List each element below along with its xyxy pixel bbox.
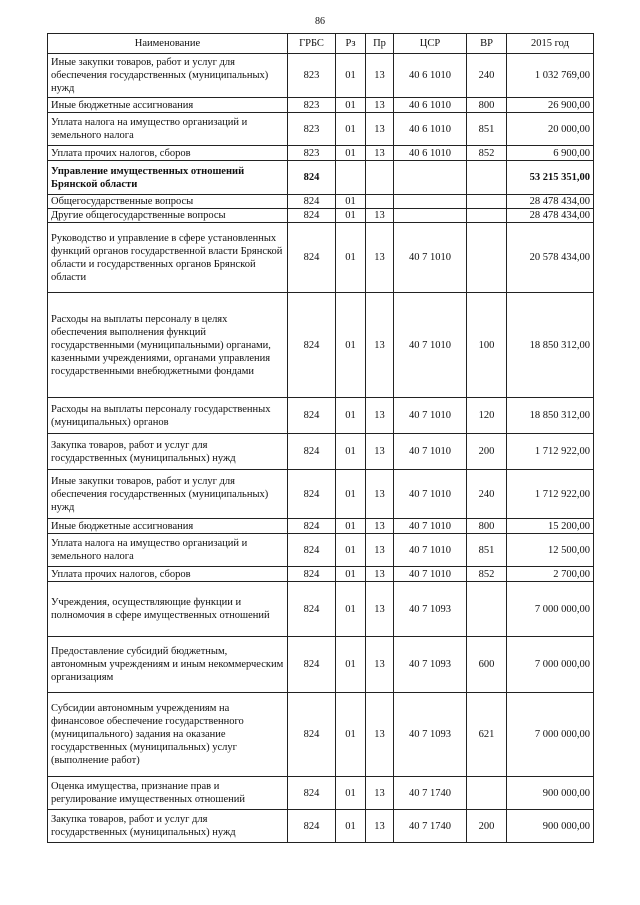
cell-vr [467,582,507,637]
cell-name: Управление имущественных отношений Брянской области [48,161,288,195]
cell-pr: 13 [366,98,394,113]
cell-name: Иные бюджетные ассигнования [48,98,288,113]
cell-grbs: 824 [288,470,336,519]
cell-amount: 18 850 312,00 [507,398,594,434]
cell-grbs: 824 [288,693,336,777]
cell-pr: 13 [366,567,394,582]
cell-rz: 01 [336,582,366,637]
cell-pr: 13 [366,582,394,637]
cell-name: Закупка товаров, работ и услуг для государственных (муниципальных) нужд [48,434,288,470]
table-row [48,209,594,223]
cell-grbs: 823 [288,98,336,113]
cell-name: Уплата налога на имущество организаций и земельного налога [48,113,288,146]
cell-csr: 40 7 1010 [394,293,467,398]
cell-vr [467,209,507,223]
table-row [48,195,594,209]
cell-vr [467,195,507,209]
cell-grbs: 824 [288,534,336,567]
cell-grbs: 824 [288,434,336,470]
cell-vr: 100 [467,293,507,398]
cell-amount: 28 478 434,00 [507,195,594,209]
table-row [48,567,594,582]
table-header-row [48,34,594,54]
cell-grbs: 824 [288,582,336,637]
cell-grbs: 824 [288,567,336,582]
cell-grbs: 824 [288,810,336,843]
cell-grbs: 824 [288,223,336,293]
table-row [48,398,594,434]
header-rz: Рз [336,34,366,54]
cell-pr: 13 [366,293,394,398]
cell-grbs: 824 [288,519,336,534]
cell-rz: 01 [336,54,366,98]
cell-vr: 800 [467,519,507,534]
cell-vr: 621 [467,693,507,777]
cell-name: Иные закупки товаров, работ и услуг для обеспечения государственных (муниципальных) нужд [48,470,288,519]
header-pr: Пр [366,34,394,54]
cell-pr: 13 [366,519,394,534]
cell-csr: 40 7 1010 [394,470,467,519]
cell-name: Уплата налога на имущество организаций и земельного налога [48,534,288,567]
cell-vr: 200 [467,810,507,843]
table-row [48,146,594,161]
cell-csr: 40 7 1740 [394,810,467,843]
cell-pr: 13 [366,534,394,567]
cell-csr: 40 7 1010 [394,534,467,567]
cell-csr: 40 7 1010 [394,519,467,534]
cell-amount: 1 032 769,00 [507,54,594,98]
table-row [48,54,594,98]
cell-vr [467,777,507,810]
table-row [48,693,594,777]
cell-amount: 6 900,00 [507,146,594,161]
cell-rz: 01 [336,98,366,113]
cell-pr: 13 [366,693,394,777]
table-row [48,470,594,519]
cell-csr: 40 7 1093 [394,693,467,777]
table-row [48,534,594,567]
cell-vr: 851 [467,534,507,567]
cell-pr [366,161,394,195]
cell-rz: 01 [336,434,366,470]
cell-amount: 18 850 312,00 [507,293,594,398]
cell-csr: 40 7 1010 [394,567,467,582]
header-csr: ЦСР [394,34,467,54]
cell-rz: 01 [336,637,366,693]
cell-amount: 7 000 000,00 [507,582,594,637]
cell-rz: 01 [336,534,366,567]
cell-name: Другие общегосударственные вопросы [48,209,288,223]
header-amount: 2015 год [507,34,594,54]
cell-rz: 01 [336,519,366,534]
cell-vr: 852 [467,567,507,582]
cell-amount: 1 712 922,00 [507,434,594,470]
cell-name: Общегосударственные вопросы [48,195,288,209]
cell-pr: 13 [366,637,394,693]
table-row [48,519,594,534]
cell-vr: 120 [467,398,507,434]
cell-name: Уплата прочих налогов, сборов [48,567,288,582]
cell-grbs: 824 [288,195,336,209]
table-row [48,223,594,293]
cell-csr: 40 7 1740 [394,777,467,810]
cell-pr: 13 [366,146,394,161]
cell-rz: 01 [336,113,366,146]
cell-csr: 40 6 1010 [394,54,467,98]
page-number: 86 [315,16,325,27]
cell-vr: 851 [467,113,507,146]
cell-vr [467,223,507,293]
cell-rz: 01 [336,209,366,223]
cell-grbs: 823 [288,113,336,146]
table-row [48,777,594,810]
cell-csr: 40 7 1010 [394,398,467,434]
cell-amount: 1 712 922,00 [507,470,594,519]
header-name: Наименование [48,34,288,54]
cell-csr: 40 7 1093 [394,637,467,693]
cell-pr [366,195,394,209]
cell-csr: 40 6 1010 [394,146,467,161]
cell-amount: 12 500,00 [507,534,594,567]
cell-grbs: 824 [288,293,336,398]
cell-vr [467,161,507,195]
cell-rz: 01 [336,223,366,293]
cell-amount: 7 000 000,00 [507,637,594,693]
cell-pr: 13 [366,810,394,843]
table-row [48,113,594,146]
cell-amount: 15 200,00 [507,519,594,534]
cell-amount: 900 000,00 [507,810,594,843]
cell-amount: 2 700,00 [507,567,594,582]
cell-csr: 40 7 1010 [394,434,467,470]
cell-amount: 20 000,00 [507,113,594,146]
cell-name: Оценка имущества, признание прав и регулирование имущественных отношений [48,777,288,810]
cell-grbs: 824 [288,637,336,693]
cell-name: Иные закупки товаров, работ и услуг для обеспечения государственных (муниципальных) нужд [48,54,288,98]
cell-name: Расходы на выплаты персоналу государственных (муниципальных) органов [48,398,288,434]
cell-pr: 13 [366,434,394,470]
cell-name: Руководство и управление в сфере установленных функций органов государственной власти Брянской области и государственных органов Брянской области [48,223,288,293]
cell-vr: 800 [467,98,507,113]
cell-csr [394,195,467,209]
cell-rz [336,161,366,195]
cell-name: Иные бюджетные ассигнования [48,519,288,534]
cell-pr: 13 [366,54,394,98]
budget-table [47,33,594,843]
cell-csr: 40 7 1093 [394,582,467,637]
cell-pr: 13 [366,470,394,519]
cell-amount: 20 578 434,00 [507,223,594,293]
cell-grbs: 824 [288,398,336,434]
cell-grbs: 824 [288,209,336,223]
cell-csr: 40 6 1010 [394,113,467,146]
cell-grbs: 823 [288,54,336,98]
cell-name: Учреждения, осуществляющие функции и полномочия в сфере имущественных отношений [48,582,288,637]
cell-vr: 200 [467,434,507,470]
cell-vr: 600 [467,637,507,693]
table-row [48,434,594,470]
cell-csr: 40 7 1010 [394,223,467,293]
table-row [48,293,594,398]
table-row [48,582,594,637]
cell-grbs: 824 [288,161,336,195]
table-row [48,810,594,843]
cell-grbs: 823 [288,146,336,161]
cell-vr: 240 [467,54,507,98]
cell-vr: 240 [467,470,507,519]
header-vr: ВР [467,34,507,54]
cell-name: Закупка товаров, работ и услуг для государственных (муниципальных) нужд [48,810,288,843]
cell-rz: 01 [336,777,366,810]
cell-amount: 7 000 000,00 [507,693,594,777]
cell-csr [394,209,467,223]
cell-name: Уплата прочих налогов, сборов [48,146,288,161]
cell-pr: 13 [366,777,394,810]
cell-rz: 01 [336,146,366,161]
cell-rz: 01 [336,567,366,582]
cell-amount: 900 000,00 [507,777,594,810]
cell-name: Субсидии автономным учреждениям на финансовое обеспечение государственного (муниципального) задания на оказание государственных (муниципальных) услуг (выполнение работ) [48,693,288,777]
cell-vr: 852 [467,146,507,161]
cell-csr: 40 6 1010 [394,98,467,113]
cell-amount: 53 215 351,00 [507,161,594,195]
cell-pr: 13 [366,223,394,293]
header-grbs: ГРБС [288,34,336,54]
table-row-section [48,161,594,195]
cell-csr [394,161,467,195]
cell-rz: 01 [336,470,366,519]
cell-pr: 13 [366,209,394,223]
cell-name: Расходы на выплаты персоналу в целях обеспечения выполнения функций государственными (муниципальными) органами, казенными учреждениями, органами управления государственными внебюджетными фондами [48,293,288,398]
cell-pr: 13 [366,113,394,146]
cell-rz: 01 [336,195,366,209]
cell-rz: 01 [336,398,366,434]
table-row [48,98,594,113]
cell-rz: 01 [336,693,366,777]
cell-amount: 26 900,00 [507,98,594,113]
cell-name: Предоставление субсидий бюджетным, автономным учреждениям и иным некоммерческим организациям [48,637,288,693]
table-row [48,637,594,693]
cell-amount: 28 478 434,00 [507,209,594,223]
cell-pr: 13 [366,398,394,434]
cell-rz: 01 [336,810,366,843]
cell-rz: 01 [336,293,366,398]
cell-grbs: 824 [288,777,336,810]
